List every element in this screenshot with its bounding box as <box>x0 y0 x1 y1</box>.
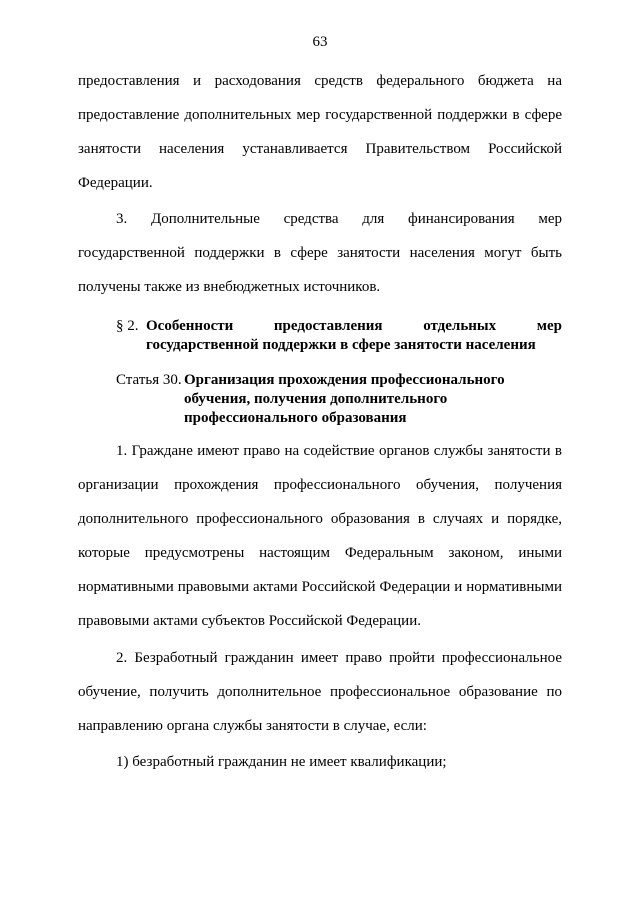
paragraph-line: организации прохождения профессионального обучения, получения <box>78 477 562 493</box>
paragraph-line: предоставление дополнительных мер государственной поддержки в сфере <box>78 107 562 123</box>
paragraph-line: дополнительного профессионального образования в случаях и порядке, <box>78 511 562 527</box>
article-title <box>184 371 505 428</box>
paragraph-line: 1. Граждане имеют право на содействие органов службы занятости в <box>116 443 562 459</box>
paragraph-line: занятости населения устанавливается Правительством Российской <box>78 141 562 157</box>
section-title-line: Особенности предоставления отдельных мер <box>146 318 562 334</box>
paragraph-line: 3. Дополнительные средства для финансирования мер <box>116 211 562 227</box>
article-title-line: Организация прохождения профессионального <box>184 372 505 388</box>
paragraph-unemployed-rights <box>78 641 562 743</box>
article-title-line: обучения, получения дополнительного <box>184 391 448 407</box>
paragraph-budget-funding <box>78 64 562 200</box>
paragraph-line: Федерации. <box>78 175 153 191</box>
paragraph-line: направлению органа службы занятости в случае, если: <box>78 718 427 734</box>
section-title <box>146 317 562 355</box>
paragraph-line: обучение, получить дополнительное профессиональное образование по <box>78 684 562 700</box>
section-number: § 2. <box>116 318 139 334</box>
section-title-line: государственной поддержки в сфере занятости населения <box>146 337 536 353</box>
paragraph-line: которые предусмотрены настоящим Федеральным законом, иными <box>78 545 562 561</box>
article-title-line: профессионального образования <box>184 410 407 426</box>
article-label: Статья 30. <box>116 372 182 388</box>
paragraph-line: нормативными правовыми актами Российской Федерации и нормативными <box>78 579 562 595</box>
paragraph-line: правовыми актами субъектов Российской Федерации. <box>78 613 421 629</box>
paragraph-citizens-rights <box>78 434 562 638</box>
paragraph-line: государственной поддержки в сфере занятости населения могут быть <box>78 245 562 261</box>
list-item-no-qualification <box>78 745 562 779</box>
paragraph-line: 2. Безработный гражданин имеет право пройти профессиональное <box>116 650 562 666</box>
page-number: 63 <box>312 34 328 50</box>
paragraph-line: предоставления и расходования средств федерального бюджета на <box>78 73 562 89</box>
paragraph-line: 1) безработный гражданин не имеет квалификации; <box>116 754 447 770</box>
paragraph-extra-funds <box>78 202 562 304</box>
paragraph-line: получены также из внебюджетных источников. <box>78 279 381 295</box>
